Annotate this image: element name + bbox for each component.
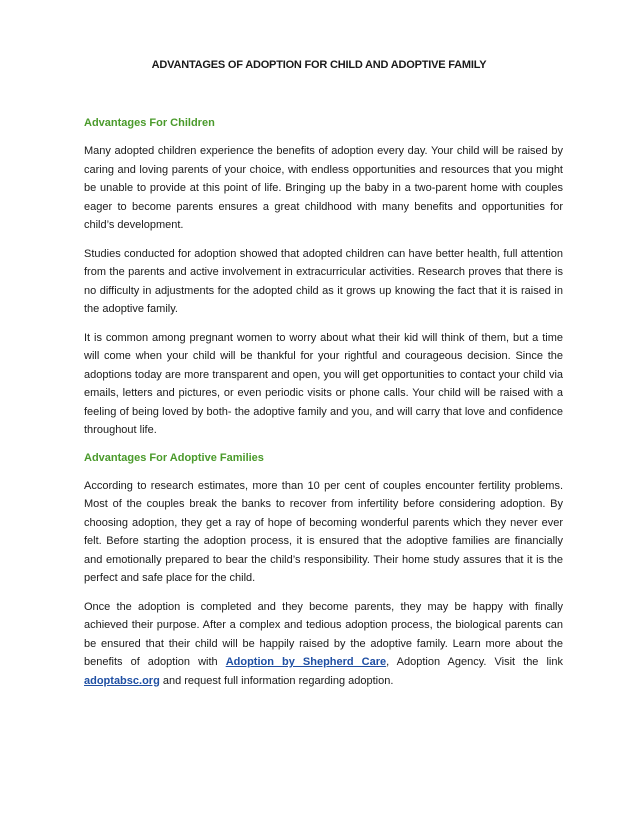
- page-title: ADVANTAGES OF ADOPTION FOR CHILD AND ADOPTIVE FAMILY: [151, 59, 487, 71]
- paragraph-with-links: [84, 598, 563, 691]
- shepherd-care-link[interactable]: Adoption by Shepherd Care: [225, 656, 387, 668]
- adoptabsc-link[interactable]: adoptabsc.org: [84, 674, 160, 687]
- section-heading-families: Advantages For Adoptive Families: [84, 451, 264, 464]
- paragraph: Many adopted children experience the benefits of adoption every day. Your child will be raised by caring and loving parents of your choice, with endless opportunities and resources that you might be unable to provide at this point of life. Bringing up the baby in a two-parent home with couples eager to become parents ensures a great childhood with many benefits and opportunities for child’s development.: [84, 145, 563, 231]
- paragraph: It is common among pregnant women to worry about what their kid will think of them, but a time will come when your child will be thankful for your rightful and courageous decision. Since the adoptions today are more transparent and open, you will get opportunities to contact your child via emails, letters and pictures, or even periodic visits or phone calls. Your child will be raised with a feeling of being loved by both- the adoptive family and you, and will carry that love and confidence throughout life.: [84, 331, 563, 436]
- paragraph-text: , Adoption Agency. Visit the link: [386, 656, 563, 668]
- paragraph: Studies conducted for adoption showed that adopted children can have better health, full attention from the parents and active involvement in extracurricular activities. Research proves that there is no difficulty in adjustments for the adopted child as it grows up knowing the fact that it is raised in the adoptive family.: [84, 247, 563, 315]
- document-body: [84, 115, 563, 700]
- paragraph: According to research estimates, more than 10 per cent of couples encounter fertility problems. Most of the couples break the banks to recover from infertility before considering adoption. By choosing adoption, they get a ray of hope of becoming wonderful parents which they never ever felt. Before starting the adoption process, it is ensured that the adoptive families are financially and emotionally prepared to bear the child’s responsibility. Their home study assures that it is the perfect and safe place for the child.: [84, 479, 563, 584]
- paragraph-text: and request full information regarding adoption.: [159, 674, 394, 687]
- paragraph-text: Once the adoption is completed and they become parents, they may be happy with finally achieved their purpose. After a complex and tedious adoption process, the biological parents can be ensured that their child will be happily raised by the adoptive family. Learn more about the benefits of adoption with: [84, 600, 563, 668]
- section-heading-children: Advantages For Children: [84, 117, 215, 129]
